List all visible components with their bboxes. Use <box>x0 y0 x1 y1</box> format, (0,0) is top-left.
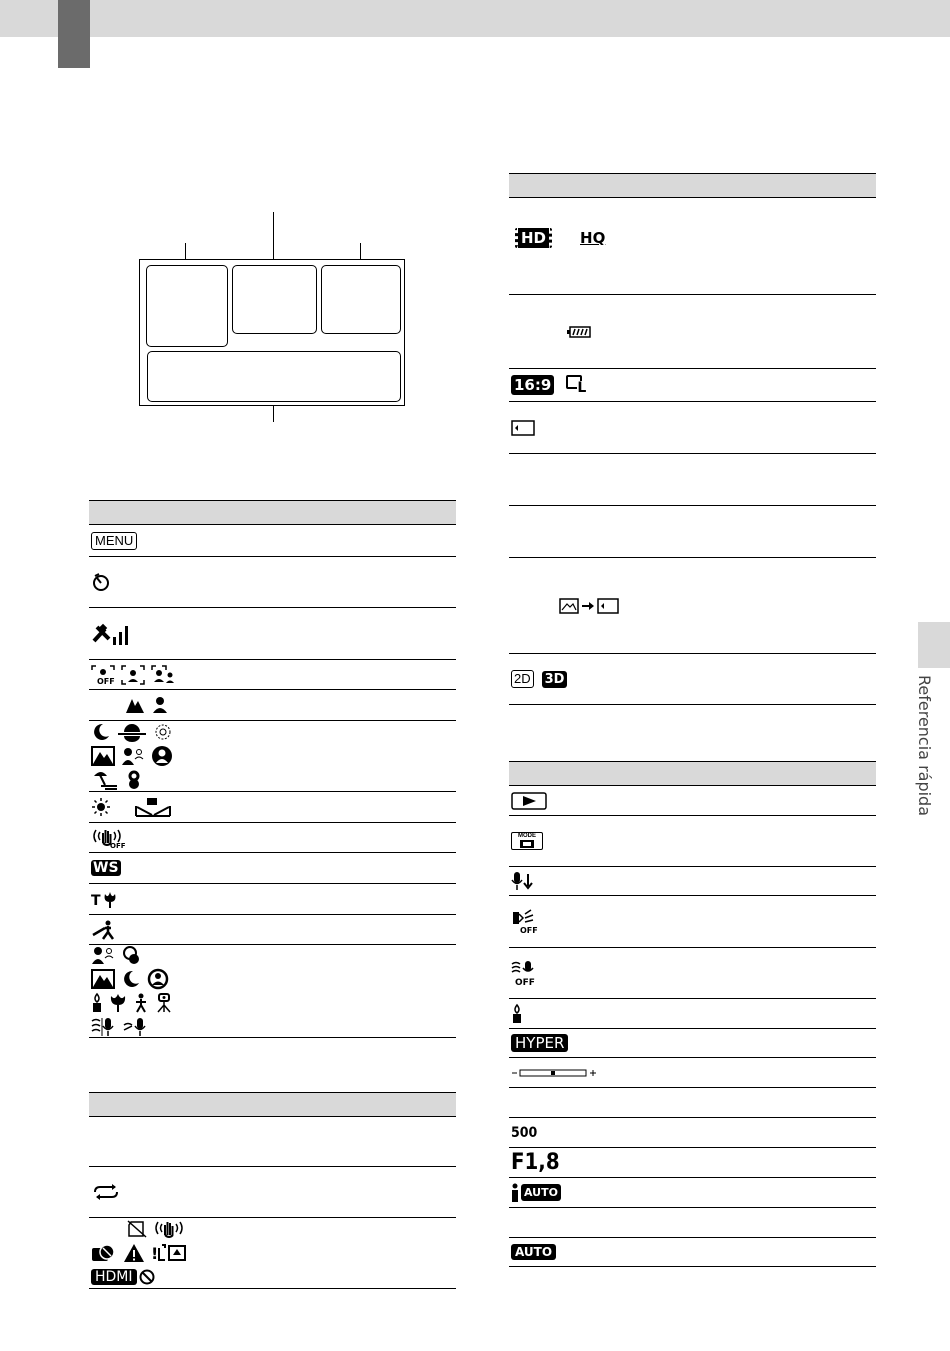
spotlight-icon <box>151 745 173 767</box>
top-header-bar <box>0 0 950 37</box>
gps-signal-icon <box>91 621 131 647</box>
zone-left <box>146 265 228 347</box>
beach-icon <box>91 770 119 790</box>
hdmi-prohibited-icon: HDMI <box>91 1269 137 1285</box>
snow-icon <box>125 770 143 790</box>
mic-level-icon <box>511 871 533 891</box>
wind-noise-off-icon <box>511 960 539 986</box>
golf-shot-icon <box>91 920 117 940</box>
svg-text:OFF: OFF <box>515 978 535 988</box>
person-icon <box>151 696 169 714</box>
intelligent-i-icon <box>511 1183 519 1203</box>
table-row <box>509 816 876 867</box>
table-row <box>89 608 456 660</box>
table-row <box>509 1238 876 1267</box>
image-size-label: L <box>577 380 587 396</box>
lens-cover-icon <box>91 1243 117 1263</box>
battery-icon <box>567 326 591 338</box>
side-tab <box>918 622 950 668</box>
svg-text:OFF: OFF <box>520 925 538 935</box>
steadyshot-off-icon <box>91 827 126 850</box>
mode-label: MODE <box>518 833 536 839</box>
card-error-icon <box>151 1243 187 1263</box>
no-card-icon <box>127 1220 147 1238</box>
table-row <box>89 1038 456 1063</box>
prohibited-icon <box>139 1269 155 1285</box>
aspect-16-9-icon: 16:9 <box>511 375 554 395</box>
leader-line-bottom <box>273 406 274 422</box>
table-row <box>509 786 876 816</box>
table-header <box>89 500 456 525</box>
mountain-icon <box>125 696 145 714</box>
macro-icon <box>109 993 127 1013</box>
table-row <box>509 369 876 402</box>
svg-text:OFF: OFF <box>110 841 126 850</box>
table-row <box>509 1058 876 1088</box>
zone-center <box>232 265 317 334</box>
table-row <box>89 660 456 690</box>
table-row <box>509 558 876 654</box>
right-table-1 <box>509 173 876 705</box>
camera-shake-icon <box>153 1219 185 1239</box>
hd-quality-icon <box>515 228 552 248</box>
right-table-2 <box>509 761 876 1267</box>
face-detection-off-icon <box>91 665 115 685</box>
table-row <box>89 792 456 823</box>
zone-bottom <box>147 351 401 402</box>
table-row <box>509 1208 876 1238</box>
screen-layout-diagram <box>139 212 405 422</box>
low-light-icon <box>91 993 103 1013</box>
svg-text:OFF: OFF <box>97 676 115 686</box>
copy-to-card-icon <box>559 598 619 614</box>
sunrise-sunset-icon <box>117 722 147 742</box>
auto-backlight-off-icon <box>511 910 539 934</box>
walking-icon <box>133 993 149 1013</box>
table-row <box>509 1029 876 1058</box>
table-header <box>509 173 876 198</box>
landscape-icon <box>91 746 115 766</box>
spotlight-detect-icon <box>147 968 169 990</box>
white-balance-outdoor-icon <box>91 797 111 817</box>
shutter-speed-value: 500 <box>511 1124 538 1141</box>
leader-line-top-center <box>273 212 274 259</box>
table-row <box>509 295 876 369</box>
tele-macro-icon <box>91 890 117 908</box>
white-balance-onepush-icon <box>135 797 171 817</box>
face-detection-priority-icon <box>151 665 175 685</box>
table-row <box>509 506 876 558</box>
candle-icon <box>511 1004 523 1024</box>
table-row <box>89 853 456 884</box>
image-size-l-icon <box>566 375 588 395</box>
table-header <box>509 761 876 786</box>
table-row <box>89 525 456 557</box>
exposure-slider-icon <box>511 1067 597 1079</box>
left-table-1 <box>89 500 456 1063</box>
wind-noise-icon <box>91 1017 117 1037</box>
table-row <box>509 867 876 896</box>
table-row <box>509 1118 876 1148</box>
table-row <box>509 948 876 999</box>
hq-quality-icon: HQ <box>580 229 606 247</box>
baby-detect-icon <box>121 945 143 965</box>
table-row <box>509 1148 876 1178</box>
leader-line-top-right <box>360 243 361 259</box>
auto-icon: AUTO <box>511 1244 556 1260</box>
table-row <box>509 1088 876 1118</box>
table-row <box>89 823 456 853</box>
2d-icon: 2D <box>511 670 534 688</box>
self-timer-icon <box>91 572 111 592</box>
table-row <box>89 1218 456 1289</box>
table-row <box>89 1117 456 1167</box>
side-tab-label: Referencia rápida <box>915 675 934 817</box>
night-scene-icon <box>91 722 111 742</box>
mode-film-icon <box>511 832 543 850</box>
table-row <box>509 402 876 454</box>
svg-text:T: T <box>91 893 101 909</box>
3d-icon: 3D <box>542 671 568 688</box>
menu-label: MENU <box>91 532 137 550</box>
hyper-gain-icon: HYPER <box>511 1034 568 1052</box>
aperture-value: F1,8 <box>511 1150 560 1175</box>
table-row <box>509 1178 876 1208</box>
svg-text:!: ! <box>151 1244 159 1263</box>
play-icon <box>511 792 547 810</box>
table-row <box>509 896 876 948</box>
table-row <box>89 1167 456 1218</box>
zone-right <box>321 265 401 334</box>
table-row <box>509 198 876 295</box>
tripod-icon <box>155 993 173 1013</box>
face-detection-on-icon <box>121 665 145 685</box>
lcd-screen-outline <box>139 259 405 406</box>
table-row <box>89 884 456 915</box>
table-row <box>89 690 456 721</box>
warning-icon <box>123 1243 145 1263</box>
repeat-icon <box>91 1183 121 1201</box>
table-row <box>509 454 876 506</box>
left-table-2 <box>89 1092 456 1289</box>
table-row <box>89 945 456 1038</box>
table-header <box>89 1092 456 1117</box>
fireworks-icon <box>153 722 173 742</box>
wind-noise-reduce-icon <box>123 1017 149 1037</box>
landscape-detect-icon <box>91 969 115 989</box>
table-row <box>509 654 876 705</box>
film-strip-icon <box>520 840 534 848</box>
portrait-detect-icon <box>91 945 115 965</box>
portrait-icon <box>121 746 145 766</box>
table-row <box>89 557 456 608</box>
table-row <box>89 915 456 945</box>
chapter-marker <box>58 0 90 68</box>
wide-select-icon: WS <box>93 860 119 876</box>
intelligent-auto-icon: AUTO <box>521 1184 561 1201</box>
table-row <box>509 999 876 1029</box>
memory-card-icon <box>511 420 535 436</box>
night-detect-icon <box>121 969 141 989</box>
hd-label: HD <box>521 229 547 247</box>
leader-line-top-left <box>185 243 186 259</box>
table-row <box>89 721 456 792</box>
